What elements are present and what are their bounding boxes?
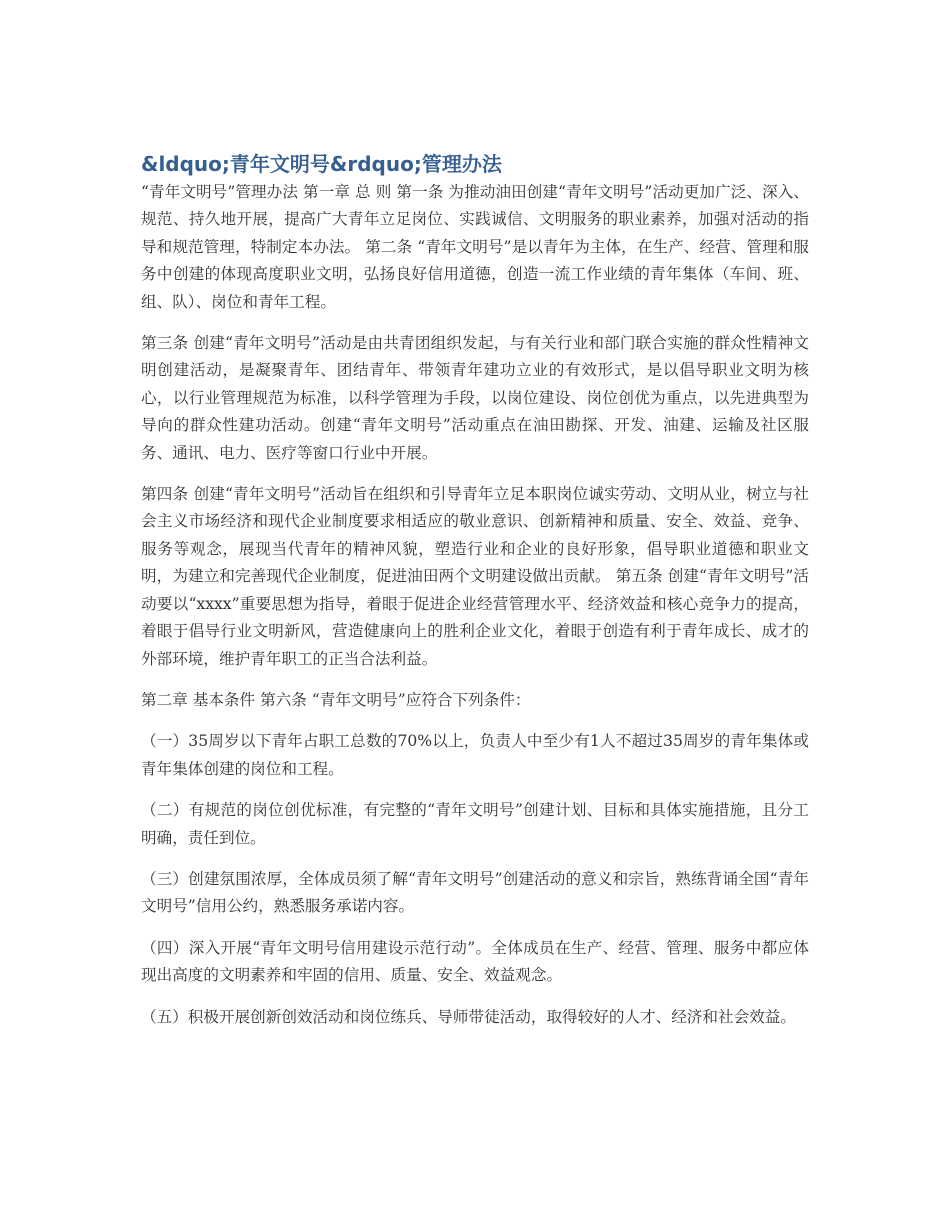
paragraph-condition-5: （五）积极开展创新创效活动和岗位练兵、导师带徒活动，取得较好的人才、经济和社会效益。 [141,1007,796,1026]
paragraph-condition-3: （三）创建氛围浓厚，全体成员须了解“青年文明号”创建活动的意义和宗旨，熟练背诵全国“青年文明号”信用公约，熟悉服务承诺内容。 [141,869,809,916]
paragraph-article3: 第三条 创建“青年文明号”活动是由共青团组织发起，与有关行业和部门联合实施的群众性精神文明创建活动，是凝聚青年、团结青年、带领青年建功立业的有效形式，是以倡导职业文明为核心，以行业管理规范为标准，以科学管理为手段，以岗位建设、岗位创优为重点，以先进典型为导向的群众性建功活动。创建“青年文明号”活动重点在油田勘探、开发、油建、运输及社区服务、通讯、电力、医疗等窗口行业中开展。 [141,334,809,462]
paragraph-condition-1: （一）35周岁以下青年占职工总数的70%以上，负责人中至少有1人不超过35周岁的青年集体或青年集体创建的岗位和工程。 [141,732,809,778]
document-page [141,150,809,1045]
paragraph-condition-4: （四）深入开展“青年文明号信用建设示范行动”。全体成员在生产、经营、管理、服务中都应体现出高度的文明素养和牢固的信用、质量、安全、效益观念。 [141,938,809,985]
paragraph-chapter2-article6: 第二章 基本条件 第六条 “青年文明号”应符合下列条件： [141,690,531,709]
paragraph-articles4-5: 第四条 创建“青年文明号”活动旨在组织和引导青年立足本职岗位诚实劳动、文明从业，树立与社会主义市场经济和现代企业制度要求相适应的敬业意识、创新精神和质量、安全、效益、竞争、服务等观念，展现当代青年的精神风貌，塑造行业和企业的良好形象，倡导职业道德和职业文明，为建立和完善现代企业制度，促进油田两个文明建设做出贡献。 第五条 创建“青年文明号”活动要以“xxxx”重要思想为指导，着眼于促进企业经营管理水平、经济效益和核心竞争力的提高，着眼于倡导行业文明新风，营造健康向上的胜利企业文化，着眼于创造有利于青年成长、成才的外部环境，维护青年职工的正当合法利益。 [141,485,809,668]
paragraph-condition-2: （二）有规范的岗位创优标准，有完整的“青年文明号”创建计划、目标和具体实施措施，且分工明确，责任到位。 [141,801,809,847]
paragraph-chapter1-articles1-2: “青年文明号”管理办法 第一章 总 则 第一条 为推动油田创建“青年文明号”活动更加广泛、深入、规范、持久地开展，提高广大青年立足岗位、实践诚信、文明服务的职业素养，加强对活动的指导和规范管理，特制定本办法。 第二条 “青年文明号”是以青年为主体，在生产、经营、管理和服务中创建的体现高度职业文明，弘扬良好信用道德，创造一流工作业绩的青年集体（车间、班、组、队）、岗位和青年工程。 [141,183,809,311]
document-title: &ldquo;青年文明号&rdquo;管理办法 [141,152,502,176]
